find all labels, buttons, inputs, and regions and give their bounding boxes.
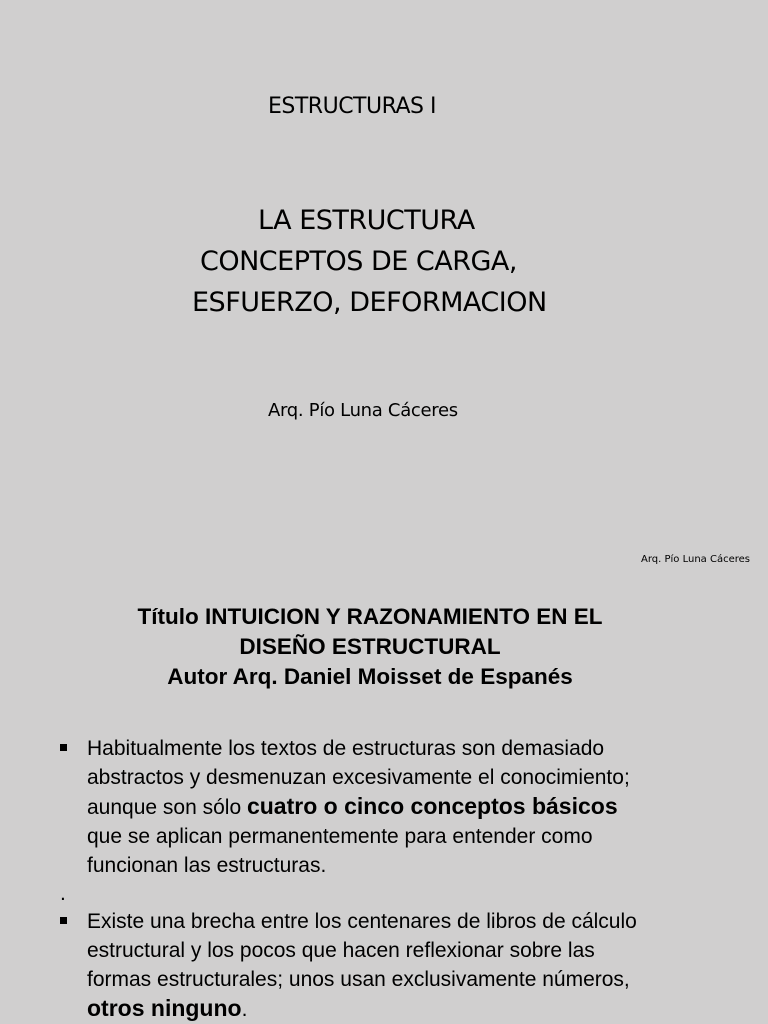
book-title	[60, 602, 680, 692]
main-title-line-3: ESFUERZO, DEFORMACION	[192, 287, 547, 318]
bullet-2-line-2: estructural y los pocos que hacen reflexionar sobre las	[87, 939, 595, 962]
bullet-1-text: aunque son sólo	[87, 796, 247, 819]
content-slide	[0, 580, 768, 1024]
book-author-line: Autor Arq. Daniel Moisset de Espanés	[167, 664, 573, 689]
course-title: ESTRUCTURAS I	[268, 94, 436, 119]
separator-dot: .	[60, 882, 66, 905]
bullet-item-1	[60, 734, 740, 880]
bullet-list	[60, 734, 740, 1024]
book-title-line-2: DISEÑO ESTRUCTURAL	[239, 634, 501, 659]
bullet-item-2	[60, 907, 740, 1024]
square-bullet-icon	[60, 917, 67, 924]
book-title-line-1: Título INTUICION Y RAZONAMIENTO EN EL	[137, 604, 603, 629]
bullet-1-line-2: abstractos y desmenuzan excesivamente el conocimiento;	[87, 766, 630, 789]
bullet-1-line-4: que se aplican permanentemente para entender como	[87, 825, 593, 848]
bullet-1-line-1: Habitualmente los textos de estructuras son demasiado	[87, 737, 605, 760]
bullet-2-end: .	[241, 998, 248, 1021]
bullet-1-emphasis: cuatro o cinco conceptos básicos	[246, 793, 618, 819]
slide-footer-author: Arq. Pío Luna Cáceres	[641, 554, 750, 565]
square-bullet-icon	[60, 744, 67, 751]
bullet-2-line-4	[87, 994, 740, 1024]
bullet-2-emphasis: otros ninguno	[87, 995, 242, 1021]
bullet-2-line-3: formas estructurales; unos usan exclusivamente números,	[87, 968, 630, 991]
bullet-1-line-3	[87, 792, 740, 822]
bullet-1-line-5: funcionan las estructuras.	[87, 854, 327, 877]
author-name: Arq. Pío Luna Cáceres	[268, 400, 458, 421]
bullet-2-line-1: Existe una brecha entre los centenares de libros de cálculo	[87, 910, 637, 933]
main-title-line-2: CONCEPTOS DE CARGA,	[200, 246, 517, 277]
main-title-line-1: LA ESTRUCTURA	[258, 205, 475, 236]
